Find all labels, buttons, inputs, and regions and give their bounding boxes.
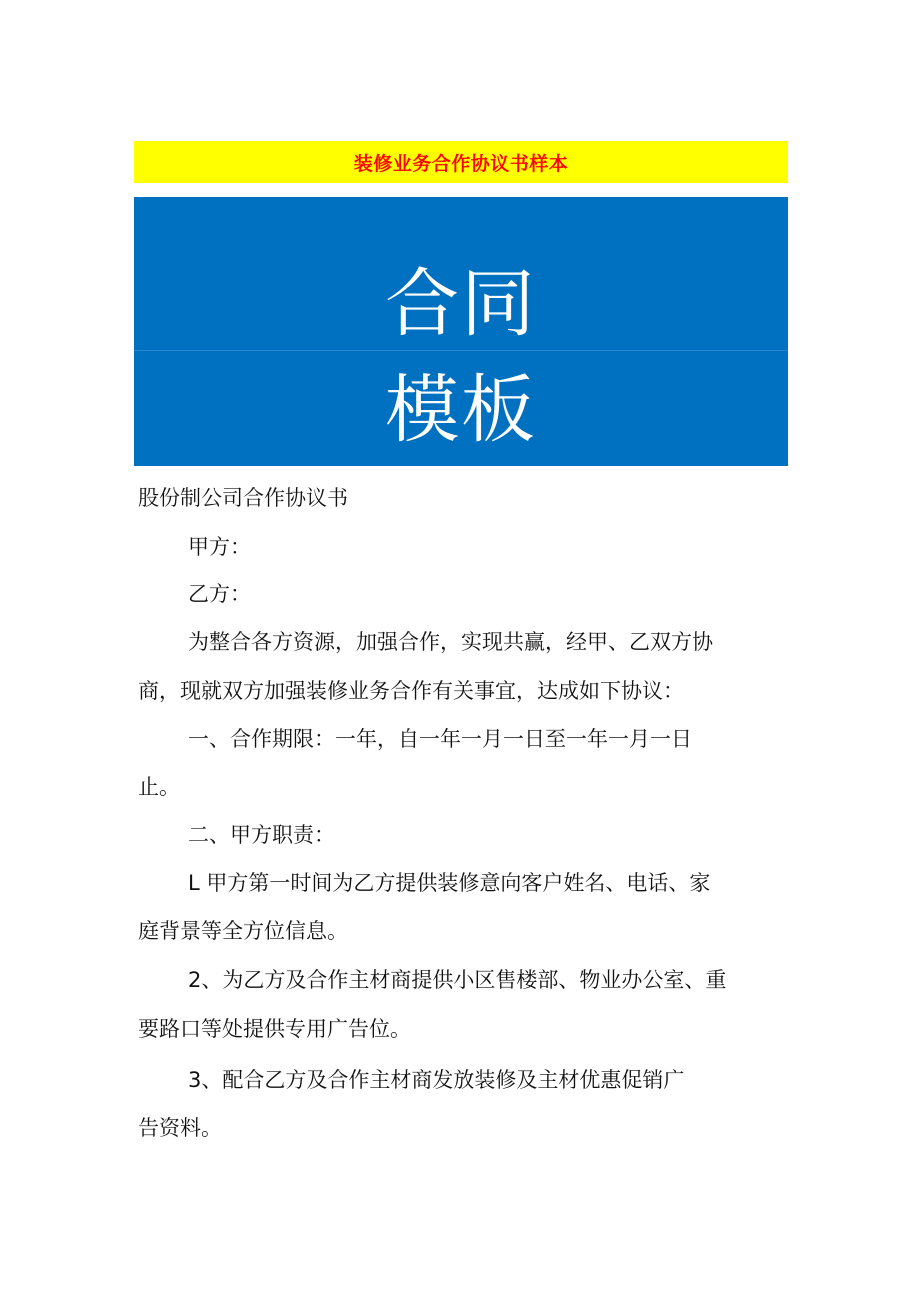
intro-paragraph-line-1: 为整合各方资源，加强合作，实现共赢，经甲、乙双方协	[188, 630, 713, 654]
duty-item-2-line-1: 2、为乙方及合作主材商提供小区售楼部、物业办公室、重	[188, 968, 727, 992]
party-b-label: 乙方：	[188, 582, 251, 606]
banner-title: 装修业务合作协议书样本	[353, 152, 569, 175]
clause-2-title: 二、甲方职责：	[188, 823, 335, 847]
cover-title-line-2: 模板	[385, 367, 537, 453]
clause-1-line-2: 止。	[138, 775, 180, 799]
cover-block	[134, 197, 788, 466]
duty-item-1-line-1: L 甲方第一时间为乙方提供装修意向客户姓名、电话、家	[188, 871, 711, 895]
duty-item-3-line-2: 告资料。	[138, 1116, 222, 1140]
title-banner	[134, 141, 788, 183]
document-heading: 股份制公司合作协议书	[138, 486, 348, 510]
clause-1-line-1: 一、合作期限：一年，自一年一月一日至一年一月一日	[188, 727, 692, 751]
duty-item-3-line-1: 3、配合乙方及合作主材商发放装修及主材优惠促销广	[188, 1068, 685, 1092]
party-a-label: 甲方：	[188, 535, 251, 559]
duty-item-1-line-2: 庭背景等全方位信息。	[138, 919, 348, 943]
cover-divider	[134, 350, 788, 351]
cover-title-line-1: 合同	[385, 261, 537, 347]
duty-item-2-line-2: 要路口等处提供专用广告位。	[138, 1017, 411, 1041]
intro-paragraph-line-2: 商，现就双方加强装修业务合作有关事宜，达成如下协议：	[138, 679, 684, 703]
